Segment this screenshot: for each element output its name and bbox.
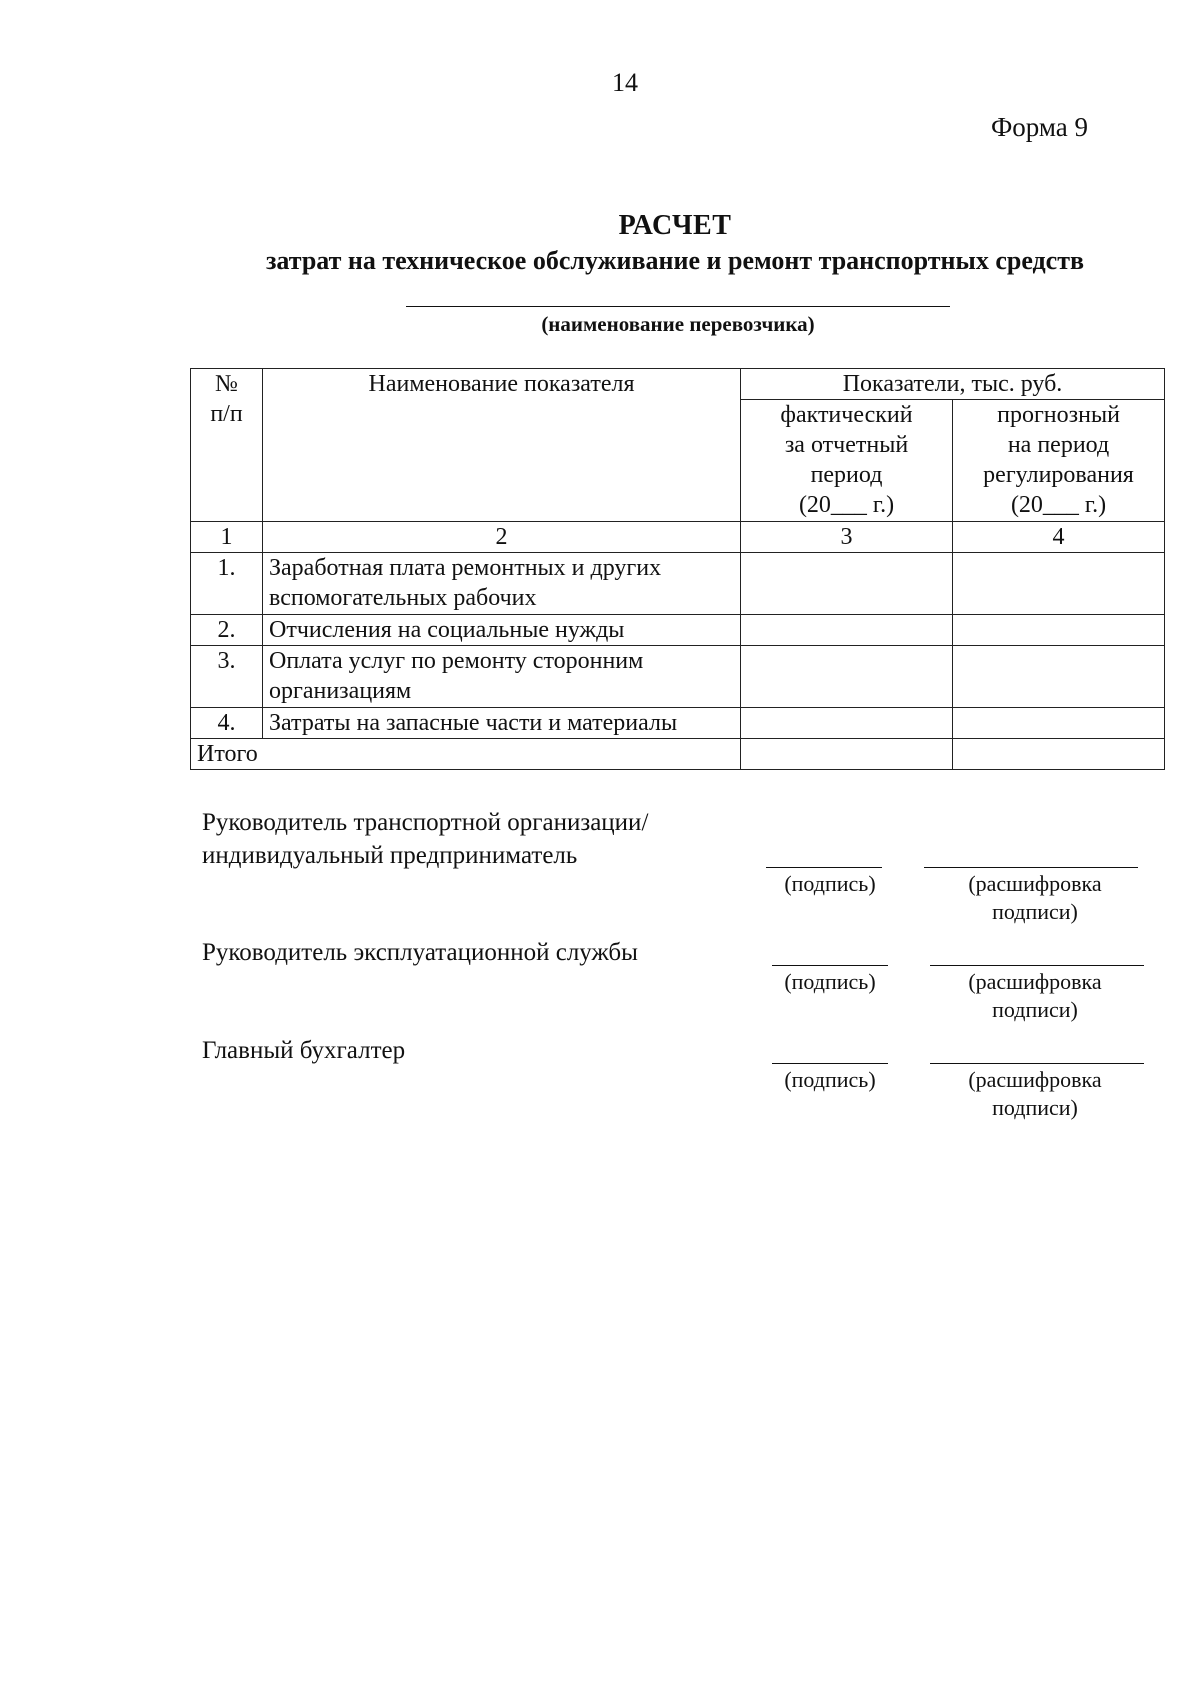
signature-line[interactable]: [772, 965, 888, 966]
row-name: [263, 646, 741, 708]
signature-role-line2: индивидуальный предприниматель: [202, 842, 578, 869]
document-title: РАСЧЕТ: [618, 210, 732, 241]
total-actual-cell[interactable]: [741, 739, 953, 770]
signature-caption: (подпись): [784, 969, 876, 994]
row-num: 4.: [191, 708, 263, 739]
signature-decode-caption: [930, 1066, 1140, 1122]
header-actual-line4: (20___ г.): [798, 492, 895, 518]
header-forecast-line4: (20___ г.): [1010, 492, 1107, 518]
table-row: [191, 708, 1165, 739]
header-num-cell: [191, 369, 263, 522]
col-number-1: 1: [191, 522, 263, 553]
header-num-line2: п/п: [210, 401, 243, 427]
row-forecast-cell[interactable]: [953, 553, 1165, 615]
signature-decode-line2: подписи): [992, 899, 1078, 924]
header-name-cell: Наименование показателя: [263, 369, 741, 522]
header-forecast-cell: [953, 400, 1165, 522]
row-num: 1.: [191, 553, 263, 615]
row-forecast-cell[interactable]: [953, 708, 1165, 739]
signature-decode-line1: (расшифровка: [968, 871, 1102, 896]
row-name-line2: вспомогательных рабочих: [269, 585, 537, 611]
cost-table: [190, 368, 1165, 770]
signature-decode-line1: (расшифровка: [968, 1067, 1102, 1092]
signature-role-line1: Руководитель эксплуатационной службы: [202, 939, 638, 966]
signature-decode-line[interactable]: [930, 965, 1144, 966]
signature-caption: (подпись): [784, 1067, 876, 1092]
signature-decode-line[interactable]: [924, 867, 1138, 868]
row-forecast-cell[interactable]: [953, 646, 1165, 708]
signature-caption: (подпись): [784, 871, 876, 896]
page-number: 14: [612, 68, 638, 97]
form-label: Форма 9: [990, 112, 1088, 142]
signature-decode-line1: (расшифровка: [968, 969, 1102, 994]
signature-decode-line2: подписи): [992, 1095, 1078, 1120]
header-forecast-line1: прогнозный: [997, 402, 1120, 428]
signature-role-operations: [202, 936, 638, 969]
row-name-line2: организациям: [269, 678, 412, 704]
header-indicators-cell: Показатели, тыс. руб.: [741, 369, 1165, 400]
header-num-line1: №: [215, 371, 238, 397]
table-row: [191, 615, 1165, 646]
signature-decode-line2: подписи): [992, 997, 1078, 1022]
row-name-line1: Заработная плата ремонтных и других: [269, 555, 662, 581]
col-number-3: 3: [741, 522, 953, 553]
table-row: [191, 646, 1165, 708]
signature-role-accountant: [202, 1034, 405, 1067]
signature-decode-line[interactable]: [930, 1063, 1144, 1064]
total-forecast-cell[interactable]: [953, 739, 1165, 770]
row-actual-cell[interactable]: [741, 646, 953, 708]
signature-line[interactable]: [766, 867, 882, 868]
row-num: 3.: [191, 646, 263, 708]
column-number-row: [191, 522, 1165, 553]
signature-role-head: [202, 806, 648, 872]
carrier-caption: (наименование перевозчика): [541, 312, 815, 336]
table-row: [191, 553, 1165, 615]
row-name: Отчисления на социальные нужды: [263, 615, 741, 646]
row-actual-cell[interactable]: [741, 553, 953, 615]
signature-decode-caption: [930, 968, 1140, 1024]
row-actual-cell[interactable]: [741, 615, 953, 646]
col-number-4: 4: [953, 522, 1165, 553]
total-label: Итого: [191, 739, 741, 770]
row-num: 2.: [191, 615, 263, 646]
document-subtitle: затрат на техническое обслуживание и ремонт транспортных средств: [265, 246, 1085, 275]
row-actual-cell[interactable]: [741, 708, 953, 739]
header-forecast-line3: регулирования: [983, 462, 1134, 488]
header-actual-line1: фактический: [780, 402, 913, 428]
col-number-2: 2: [263, 522, 741, 553]
signature-role-line1: Главный бухгалтер: [202, 1037, 406, 1064]
header-actual-cell: [741, 400, 953, 522]
row-name-line1: Оплата услуг по ремонту сторонним: [269, 648, 644, 674]
signature-role-line1: Руководитель транспортной организации/: [202, 809, 649, 836]
row-name: Затраты на запасные части и материалы: [263, 708, 741, 739]
signature-decode-caption: [930, 870, 1140, 926]
total-row: [191, 739, 1165, 770]
row-forecast-cell[interactable]: [953, 615, 1165, 646]
signature-line[interactable]: [772, 1063, 888, 1064]
carrier-name-line[interactable]: [406, 306, 950, 307]
header-actual-line3: период: [810, 462, 883, 488]
header-forecast-line2: на период: [1007, 432, 1110, 458]
row-name: [263, 553, 741, 615]
header-actual-line2: за отчетный: [784, 432, 909, 458]
